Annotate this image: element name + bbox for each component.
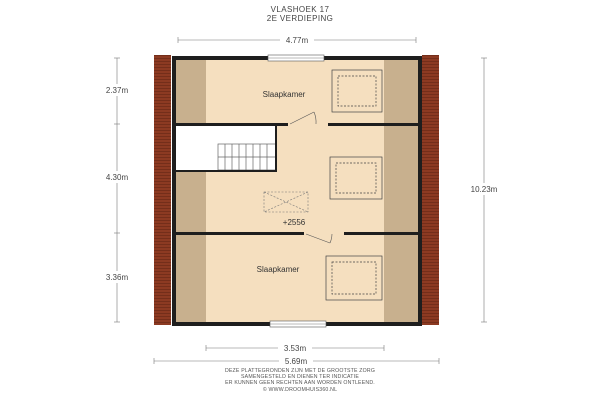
dim-top-width: 4.77m	[285, 36, 309, 45]
dim-bottom-total-width: 5.69m	[284, 357, 308, 366]
dim-left-top: 2.37m	[105, 86, 129, 95]
room-label-bedroom-bottom: Slaapkamer	[256, 265, 300, 274]
dim-left-bottom: 3.36m	[105, 273, 129, 282]
plan-floor-title: 2E VERDIEPING	[266, 14, 334, 23]
staircase	[218, 144, 276, 170]
disclaimer-line-4: © WWW.DROOMHUIS360.NL	[262, 386, 338, 393]
disclaimer-line-3: ER KUNNEN GEEN RECHTEN AAN WORDEN ONTLEEND.	[225, 380, 375, 387]
window-top	[268, 55, 324, 61]
disclaimer	[0, 368, 600, 393]
dim-right-height: 10.23m	[470, 185, 498, 194]
dim-left-middle: 4.30m	[105, 173, 129, 182]
low-ceiling-right	[384, 60, 418, 322]
roof-edge-right	[422, 55, 439, 325]
plan-address: VLASHOEK 17	[270, 5, 330, 14]
low-ceiling-left-bottom	[176, 172, 206, 322]
disclaimer-line-1: DEZE PLATTEGRONDEN ZIJN MET DE GROOTSTE ZORG	[224, 368, 376, 374]
window-bottom	[270, 321, 326, 327]
low-ceiling-left-top	[176, 60, 206, 126]
roof-edge-left	[154, 55, 171, 325]
landing-level-label: +2556	[282, 218, 306, 227]
dim-bottom-inner-width: 3.53m	[283, 344, 307, 353]
disclaimer-line-2: SAMENGESTELD EN DIENEN TER INDICATIE	[241, 374, 359, 381]
room-label-bedroom-top: Slaapkamer	[262, 90, 306, 99]
